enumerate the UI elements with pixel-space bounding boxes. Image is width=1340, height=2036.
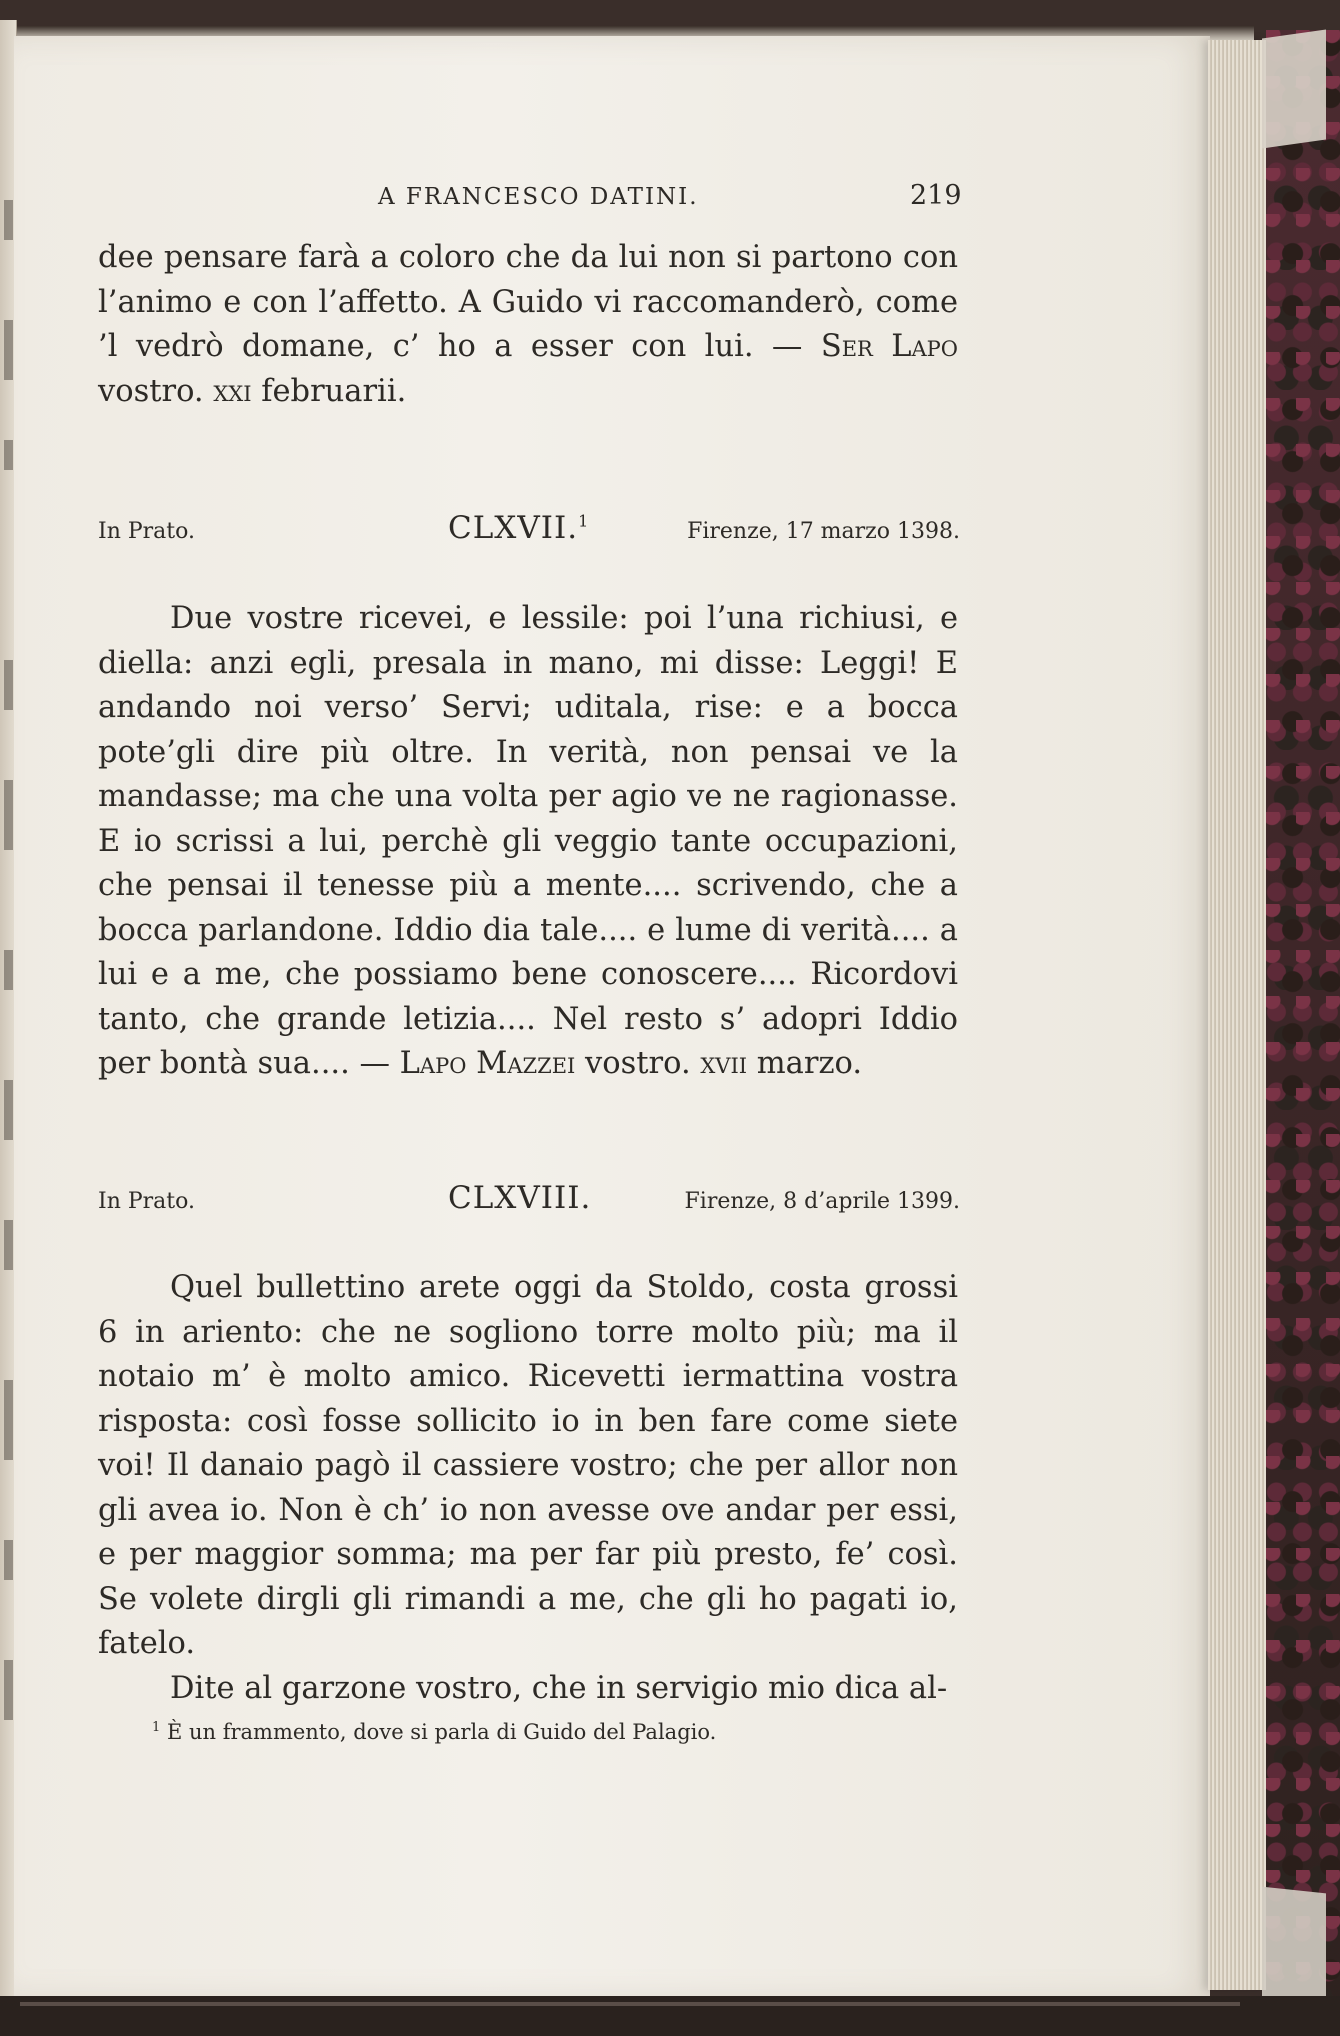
cloth-tape-top [1262, 30, 1326, 149]
footnote-reference: 1 [578, 511, 590, 531]
footnote-text: È un frammento, dove si parla di Guido del Palagio. [166, 1720, 717, 1744]
paragraph-text: dee pensare farà a coloro che da lui non si partono con l’animo e con l’affetto. A Guido vi raccomanderò, come ’l vedrò domane, c’ ho a esser con lui. — [98, 240, 958, 364]
letter-number [448, 510, 589, 546]
paragraph-text: Dite al garzone vostro, che in servigio mio dica al- [170, 1670, 948, 1706]
paragraph-text: vostro. [98, 373, 214, 409]
marbled-cover [1266, 30, 1340, 2010]
letter-heading [98, 506, 960, 546]
letter-place: In Prato. [98, 1189, 195, 1214]
roman-date: xvii [700, 1046, 748, 1081]
paragraph-text: februarii. [251, 373, 407, 409]
letter-date: Firenze, 17 marzo 1398. [687, 519, 960, 544]
page-number: 219 [910, 180, 962, 211]
footnote [152, 1720, 716, 1744]
continuation-paragraph [98, 236, 958, 414]
signature: Lapo Mazzei [399, 1046, 576, 1081]
letter-body [98, 1266, 958, 1711]
letter-number: CLXVIII. [448, 1180, 592, 1216]
letter-date: Firenze, 8 d’aprile 1399. [684, 1189, 960, 1214]
letter-body [98, 597, 958, 1087]
letter-place: In Prato. [98, 519, 195, 544]
bottom-edge-shadow [0, 1996, 1340, 2036]
cloth-tape-bottom [1262, 1887, 1326, 2004]
roman-date: xxi [213, 373, 252, 409]
signature: Ser Lapo [820, 329, 958, 364]
paragraph-text: vostro. [575, 1046, 701, 1081]
footnote-marker: 1 [152, 1720, 161, 1735]
letter-heading [98, 1176, 960, 1216]
paragraph-text: Quel bullettino arete oggi da Stoldo, costa grossi 6 in ariento: che ne sogliono torre molto più; ma il notaio m’ è molto amico. Ricevetti iermattina vostra risposta: così fosse sollicito io in ben fare come siete voi! Il danaio pagò il cassiere vostro; che per allor non gli avea io. Non è ch’ io non avesse ove andar per essi, e per maggior somma; ma per far più presto, fe’ così. Se volete dirgli gli rimandi a me, che gli ho pagati io, fatelo. [98, 1270, 958, 1661]
paragraph-text: marzo. [747, 1046, 863, 1081]
page-stack-edges [1208, 40, 1268, 1990]
letter-number-text: CLXVII. [448, 510, 579, 546]
paragraph-text: Due vostre ricevei, e lessile: poi l’una richiusi, e diella: anzi egli, presala in mano, mi disse: Leggi! E andando noi verso’ Servi; uditala, rise: e a bocca pote’gli dire più oltre. In verità, non pensai ve la mandasse; ma che una volta per agio ve ne ragionasse. E io scrissi a lui, perchè gli veggio tante occupazioni, che pensai il tenesse più a mente.... scrivendo, che a bocca parlandone. Iddio dia tale.... e lume di verità.... a lui e a me, che possiamo bene conoscere.... Ricordovi tanto, che grande letizia.... Nel resto s’ adopri Iddio per bontà sua.... — [98, 601, 958, 1081]
running-head: A FRANCESCO DATINI. [378, 184, 699, 210]
